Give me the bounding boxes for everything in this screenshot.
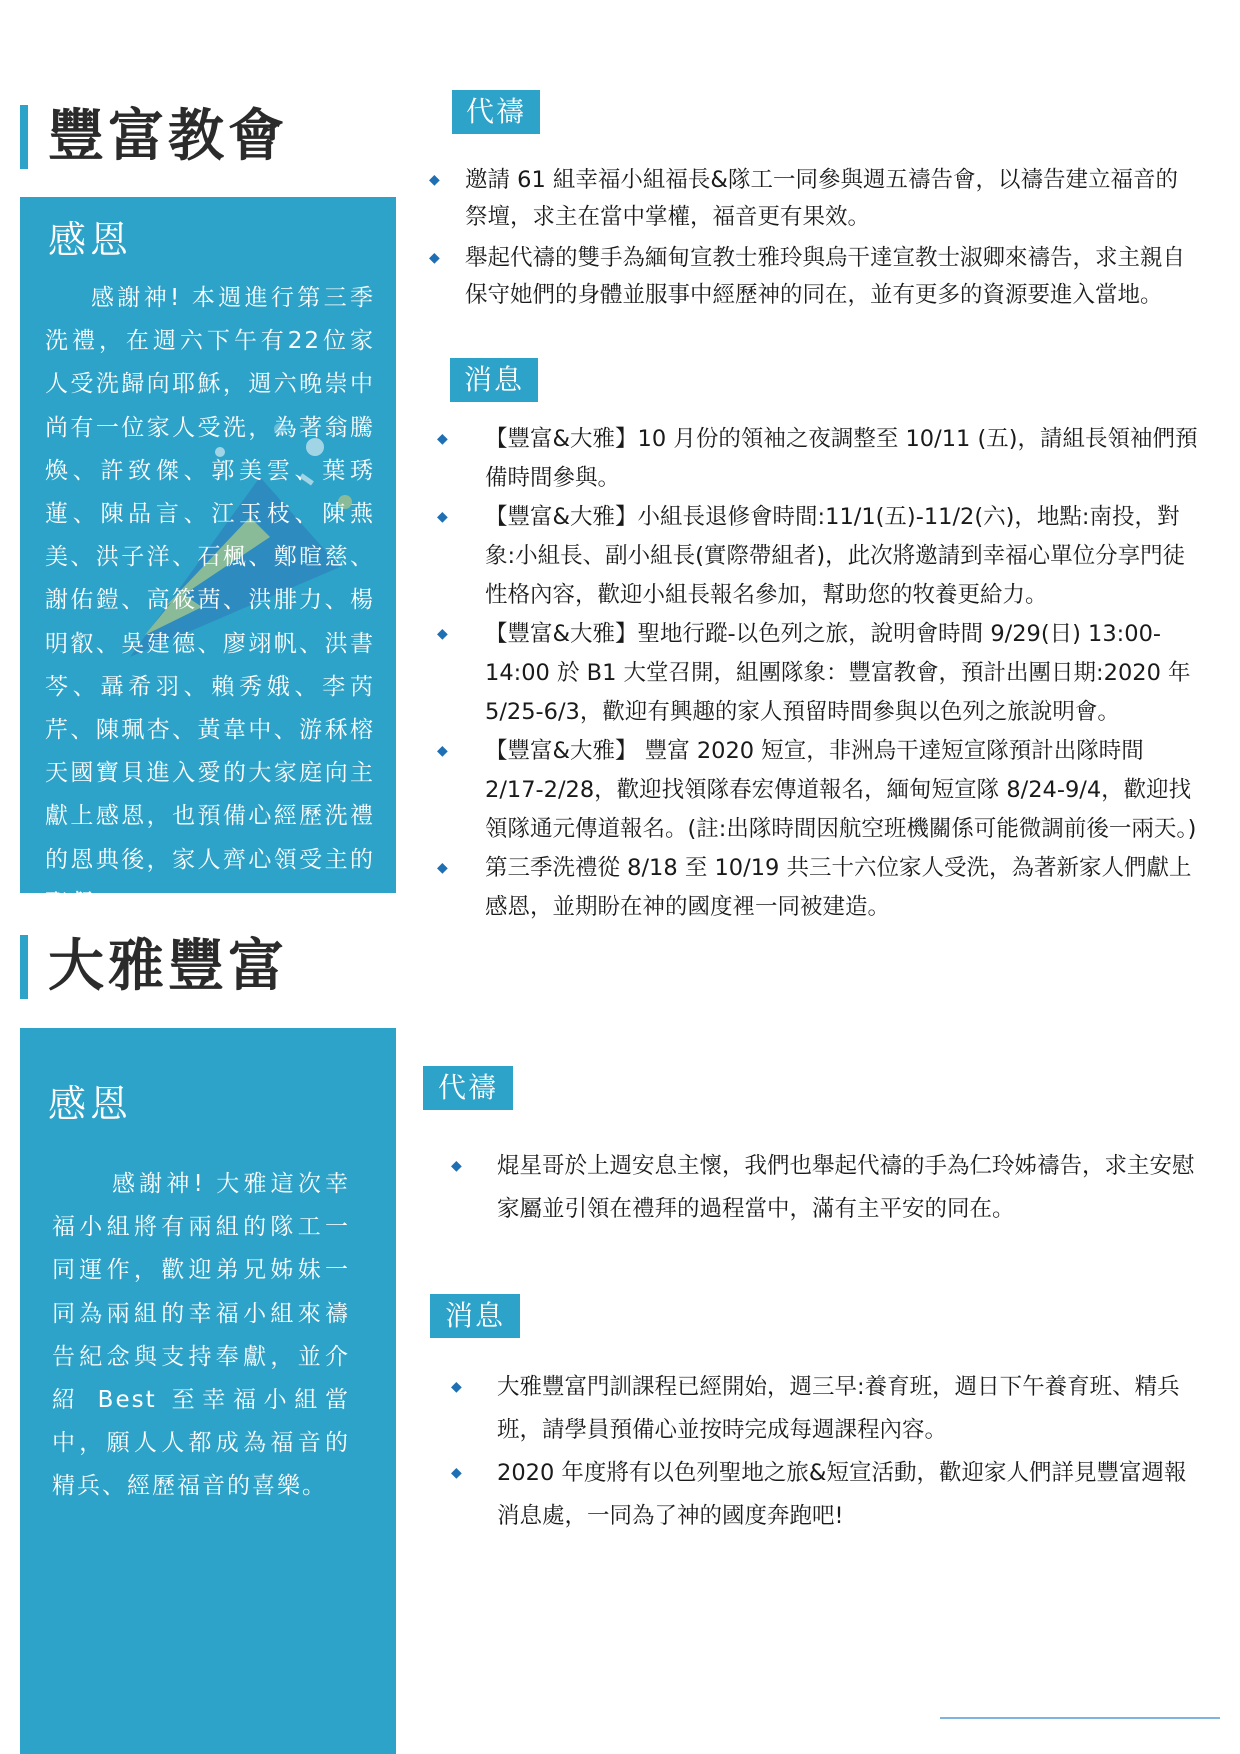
panel-text: 感謝神! 本週進行第三季洗禮，在週六下午有22位家人受洗歸向耶穌，週六晚崇中尚有一位家人受洗，為著翁騰煥、許致傑、郭美雲、葉琇蓮、陳品言、江玉枝、陳燕美、洪子洋、石楓、鄭暄慈、謝佑鎧、高筱茜、洪腓力、楊明叡、吳建德、廖翊帆、洪書芩、聶希羽、賴秀娥、李芮芹、陳珮杏、黃韋中、游秝榕天國寶貝進入愛的大家庭向主獻上感恩，也預備心經歷洗禮的恩典後，家人齊心領受主的聖餐。 — [45, 285, 375, 916]
diamond-bullet-icon: ◆ — [429, 172, 440, 188]
news-tag: 消息 — [430, 1294, 520, 1338]
diamond-bullet-icon: ◆ — [437, 743, 448, 759]
news-item-text: 大雅豐富門訓課程已經開始，週三早:養育班，週日下午養育班、精兵班，請學員預備心並按時完成每週課程內容。 — [497, 1374, 1180, 1443]
prayer-list — [429, 162, 1186, 314]
news-tag: 消息 — [450, 358, 538, 402]
footer-divider — [940, 1717, 1220, 1719]
diamond-bullet-icon: ◆ — [437, 626, 448, 642]
panel-title: 感恩 — [48, 1082, 133, 1126]
prayer-list — [451, 1145, 1197, 1231]
list-item — [437, 849, 1200, 927]
prayer-tag: 代禱 — [452, 90, 540, 134]
diamond-bullet-icon: ◆ — [437, 431, 448, 447]
prayer-item-text: 焜星哥於上週安息主懷，我們也舉起代禱的手為仁玲姊禱告，求主安慰家屬並引領在禮拜的過程當中，滿有主平安的同在。 — [497, 1153, 1195, 1222]
news-list — [451, 1366, 1197, 1538]
diamond-bullet-icon: ◆ — [451, 1379, 462, 1395]
news-item-text: 【豐富&大雅】聖地行蹤-以色列之旅，說明會時間 9/29(日) 13:00-14:00 於 B1 大堂召開，組團隊象：豐富教會，預計出團日期:2020 年 5/25-6/3，歡迎有興趣的家人預留時間參與以色列之旅說明會。 — [485, 621, 1191, 725]
news-list — [437, 420, 1200, 927]
panel-title: 感恩 — [48, 218, 133, 262]
diamond-bullet-icon: ◆ — [451, 1465, 462, 1481]
list-item — [429, 240, 1186, 314]
prayer-item-text: 邀請 61 組幸福小組福長&隊工一同參與週五禱告會，以禱告建立福音的祭壇，求主在當中掌權，福音更有果效。 — [465, 167, 1178, 230]
news-item-text: 2020 年度將有以色列聖地之旅&短宣活動，歡迎家人們詳見豐富週報消息處，一同為了神的國度奔跑吧! — [497, 1460, 1187, 1529]
list-item — [451, 1145, 1197, 1231]
list-item — [429, 162, 1185, 236]
list-item — [437, 498, 1200, 615]
diamond-bullet-icon: ◆ — [451, 1158, 462, 1174]
list-item — [437, 615, 1200, 732]
church-title-daya: 大雅豐富 — [20, 935, 288, 999]
diamond-bullet-icon: ◆ — [437, 860, 448, 876]
church-title-fengfu: 豐富教會 — [20, 105, 288, 169]
news-item-text: 【豐富&大雅】 豐富 2020 短宣，非洲烏干達短宣隊預計出隊時間 2/17-2/28，歡迎找領隊春宏傳道報名，緬甸短宣隊 8/24-9/4，歡迎找領隊通元傳道報名。(註:出隊時間因航空班機關係可能微調前後一兩天。) — [485, 738, 1197, 842]
diamond-bullet-icon: ◆ — [429, 250, 440, 266]
diamond-bullet-icon: ◆ — [437, 509, 448, 525]
prayer-item-text: 舉起代禱的雙手為緬甸宣教士雅玲與烏干達宣教士淑卿來禱告，求主親自保守她們的身體並服事中經歷神的同在，並有更多的資源要進入當地。 — [465, 245, 1186, 308]
prayer-tag: 代禱 — [423, 1066, 513, 1110]
list-item — [451, 1366, 1197, 1452]
list-item — [437, 732, 1200, 849]
thanksgiving-panel-daya — [20, 1028, 396, 1754]
news-item-text: 第三季洗禮從 8/18 至 10/19 共三十六位家人受洗，為著新家人們獻上感恩，並期盼在神的國度裡一同被建造。 — [485, 855, 1192, 920]
list-item — [451, 1452, 1197, 1538]
thanksgiving-panel-fengfu — [20, 197, 396, 916]
list-item — [437, 420, 1200, 498]
news-item-text: 【豐富&大雅】10 月份的領袖之夜調整至 10/11 (五)，請組長領袖們預備時間參與。 — [485, 426, 1198, 491]
news-item-text: 【豐富&大雅】小組長退修會時間:11/1(五)-11/2(六)，地點:南投，對象:小組長、副小組長(實際帶組者)，此次將邀請到幸福心單位分享門徒性格內容，歡迎小組長報名參加，幫助您的牧養更給力。 — [485, 504, 1186, 608]
panel-text: 感謝神! 大雅這次幸福小組將有兩組的隊工一同運作，歡迎弟兄姊妹一同為兩組的幸福小組來禱告紀念與支持奉獻，並介紹 Best 至幸福小組當中，願人人都成為福音的精兵、經歷福音的喜樂。 — [52, 1171, 350, 1500]
